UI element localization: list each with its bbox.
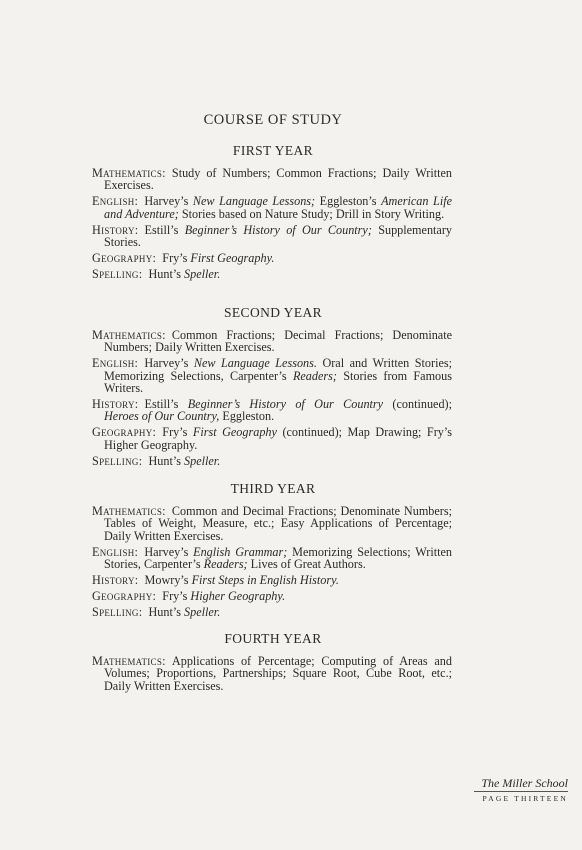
entry-text: Hunt’s	[148, 266, 185, 281]
entry-text: Memorizing Selections; Written Stories, Carpenter’s	[104, 544, 452, 572]
footer-rule	[474, 791, 568, 792]
course-entry	[92, 329, 452, 354]
italic-title-text: Readers;	[292, 368, 337, 383]
course-entry	[92, 655, 452, 692]
course-entry	[92, 167, 452, 192]
course-entry	[92, 426, 452, 451]
year-section-second	[92, 305, 452, 471]
subject-label: History :	[92, 573, 138, 587]
entry-text: Stories based on Nature Study; Drill in Story Writing.	[178, 206, 445, 221]
italic-title-text: First Geography.	[190, 250, 275, 265]
course-entry	[92, 574, 452, 586]
course-entry	[92, 455, 452, 467]
entry-text: Harvey’s	[144, 544, 194, 559]
year-heading: FOURTH YEAR	[224, 631, 322, 646]
subject-label: Spelling :	[92, 267, 142, 281]
year-heading: SECOND YEAR	[223, 305, 323, 320]
entry-text: Applications of Percentage; Computing of Areas and Volumes; Proportions, Partnerships; Square Root, Cube Root, etc.; Daily Written Exercises.	[104, 654, 452, 693]
entry-text: Eggleston.	[219, 409, 275, 424]
italic-title-text: First Geography	[192, 425, 277, 440]
italic-title-text: Heroes of Our Country,	[104, 409, 220, 424]
course-entry	[92, 398, 452, 423]
year-section-fourth	[92, 631, 452, 696]
italic-title-text: Readers;	[203, 557, 248, 572]
italic-title-text: Speller.	[184, 604, 221, 619]
italic-title-text: New Language Lessons.	[193, 356, 317, 371]
italic-title-text: American Life and Adventure;	[104, 194, 452, 221]
subject-label: English :	[92, 194, 138, 208]
entry-text: (continued); Map Drawing; Fry’s Higher Geography.	[104, 425, 452, 452]
year-heading: FIRST YEAR	[232, 143, 314, 158]
entry-text: Harvey’s	[144, 194, 193, 209]
course-entry	[92, 606, 452, 618]
footer-page-number: PAGE THIRTEEN	[482, 794, 568, 803]
subject-label: Spelling :	[92, 605, 142, 619]
subject-label: English :	[92, 545, 138, 559]
subject-label: Geography :	[92, 589, 156, 603]
course-entry	[92, 357, 452, 394]
subject-label: Geography :	[92, 251, 156, 265]
entry-text: Common Fractions; Decimal Fractions; Denominate Numbers; Daily Written Exercises.	[104, 328, 452, 355]
subject-label: Geography :	[92, 425, 156, 439]
subject-label: Spelling :	[92, 454, 142, 468]
italic-title-text: Beginner’s History of Our Country	[187, 397, 384, 412]
italic-title-text: First Steps in English History.	[191, 573, 339, 588]
course-entry	[92, 546, 452, 571]
entry-text: Lives of Great Authors.	[247, 557, 366, 572]
italic-title-text: Beginner’s History of Our Country;	[184, 222, 372, 237]
entry-text: Eggleston’s	[315, 194, 382, 209]
entry-text: (continued);	[383, 397, 452, 412]
year-heading: THIRD YEAR	[230, 481, 316, 496]
footer-school-name: The Miller School	[481, 776, 568, 790]
italic-title-text: Speller.	[184, 266, 221, 281]
entry-text: Oral and Written Stories; Memorizing Selections, Carpenter’s	[104, 356, 452, 383]
subject-label: Mathematics :	[92, 166, 166, 180]
course-entry	[92, 590, 452, 602]
entry-text: Hunt’s	[148, 604, 185, 619]
entry-text: Supplementary Stories.	[104, 222, 452, 250]
entry-text: Hunt’s	[148, 453, 185, 468]
entry-text: Harvey’s	[144, 356, 194, 371]
subject-label: English :	[92, 356, 138, 370]
entry-text: Fry’s	[162, 425, 193, 440]
entry-text: Fry’s	[162, 250, 191, 265]
course-entry	[92, 224, 452, 249]
subject-label: Mathematics :	[92, 504, 166, 518]
entry-text: Estill’s	[144, 397, 188, 412]
course-entry	[92, 505, 452, 542]
italic-title-text: Speller.	[184, 453, 221, 468]
subject-label: Mathematics :	[92, 328, 166, 342]
entry-text: Common and Decimal Fractions; Denominate Numbers; Tables of Weight, Measure, etc.; Easy Applications of Percentage; Daily Written Exercises.	[104, 504, 452, 543]
entry-text: Estill’s	[144, 222, 185, 237]
page-title: COURSE OF STUDY	[203, 112, 343, 128]
italic-title-text: New Language Lessons;	[192, 194, 316, 209]
italic-title-text: Higher Geography.	[190, 588, 286, 603]
entry-text: Study of Numbers; Common Fractions; Daily Written Exercises.	[104, 166, 452, 193]
subject-label: Mathematics :	[92, 654, 166, 668]
italic-title-text: English Grammar;	[193, 544, 288, 559]
entry-text: Stories from Famous Writers.	[104, 368, 452, 396]
entry-text: Fry’s	[162, 588, 191, 603]
year-section-first	[92, 143, 452, 284]
entry-text: Mowry’s	[144, 573, 192, 588]
subject-label: History :	[92, 397, 138, 411]
subject-label: History :	[92, 223, 138, 237]
year-section-third	[92, 481, 452, 622]
course-entry	[92, 252, 452, 264]
course-entry	[92, 268, 452, 280]
course-entry	[92, 195, 452, 220]
